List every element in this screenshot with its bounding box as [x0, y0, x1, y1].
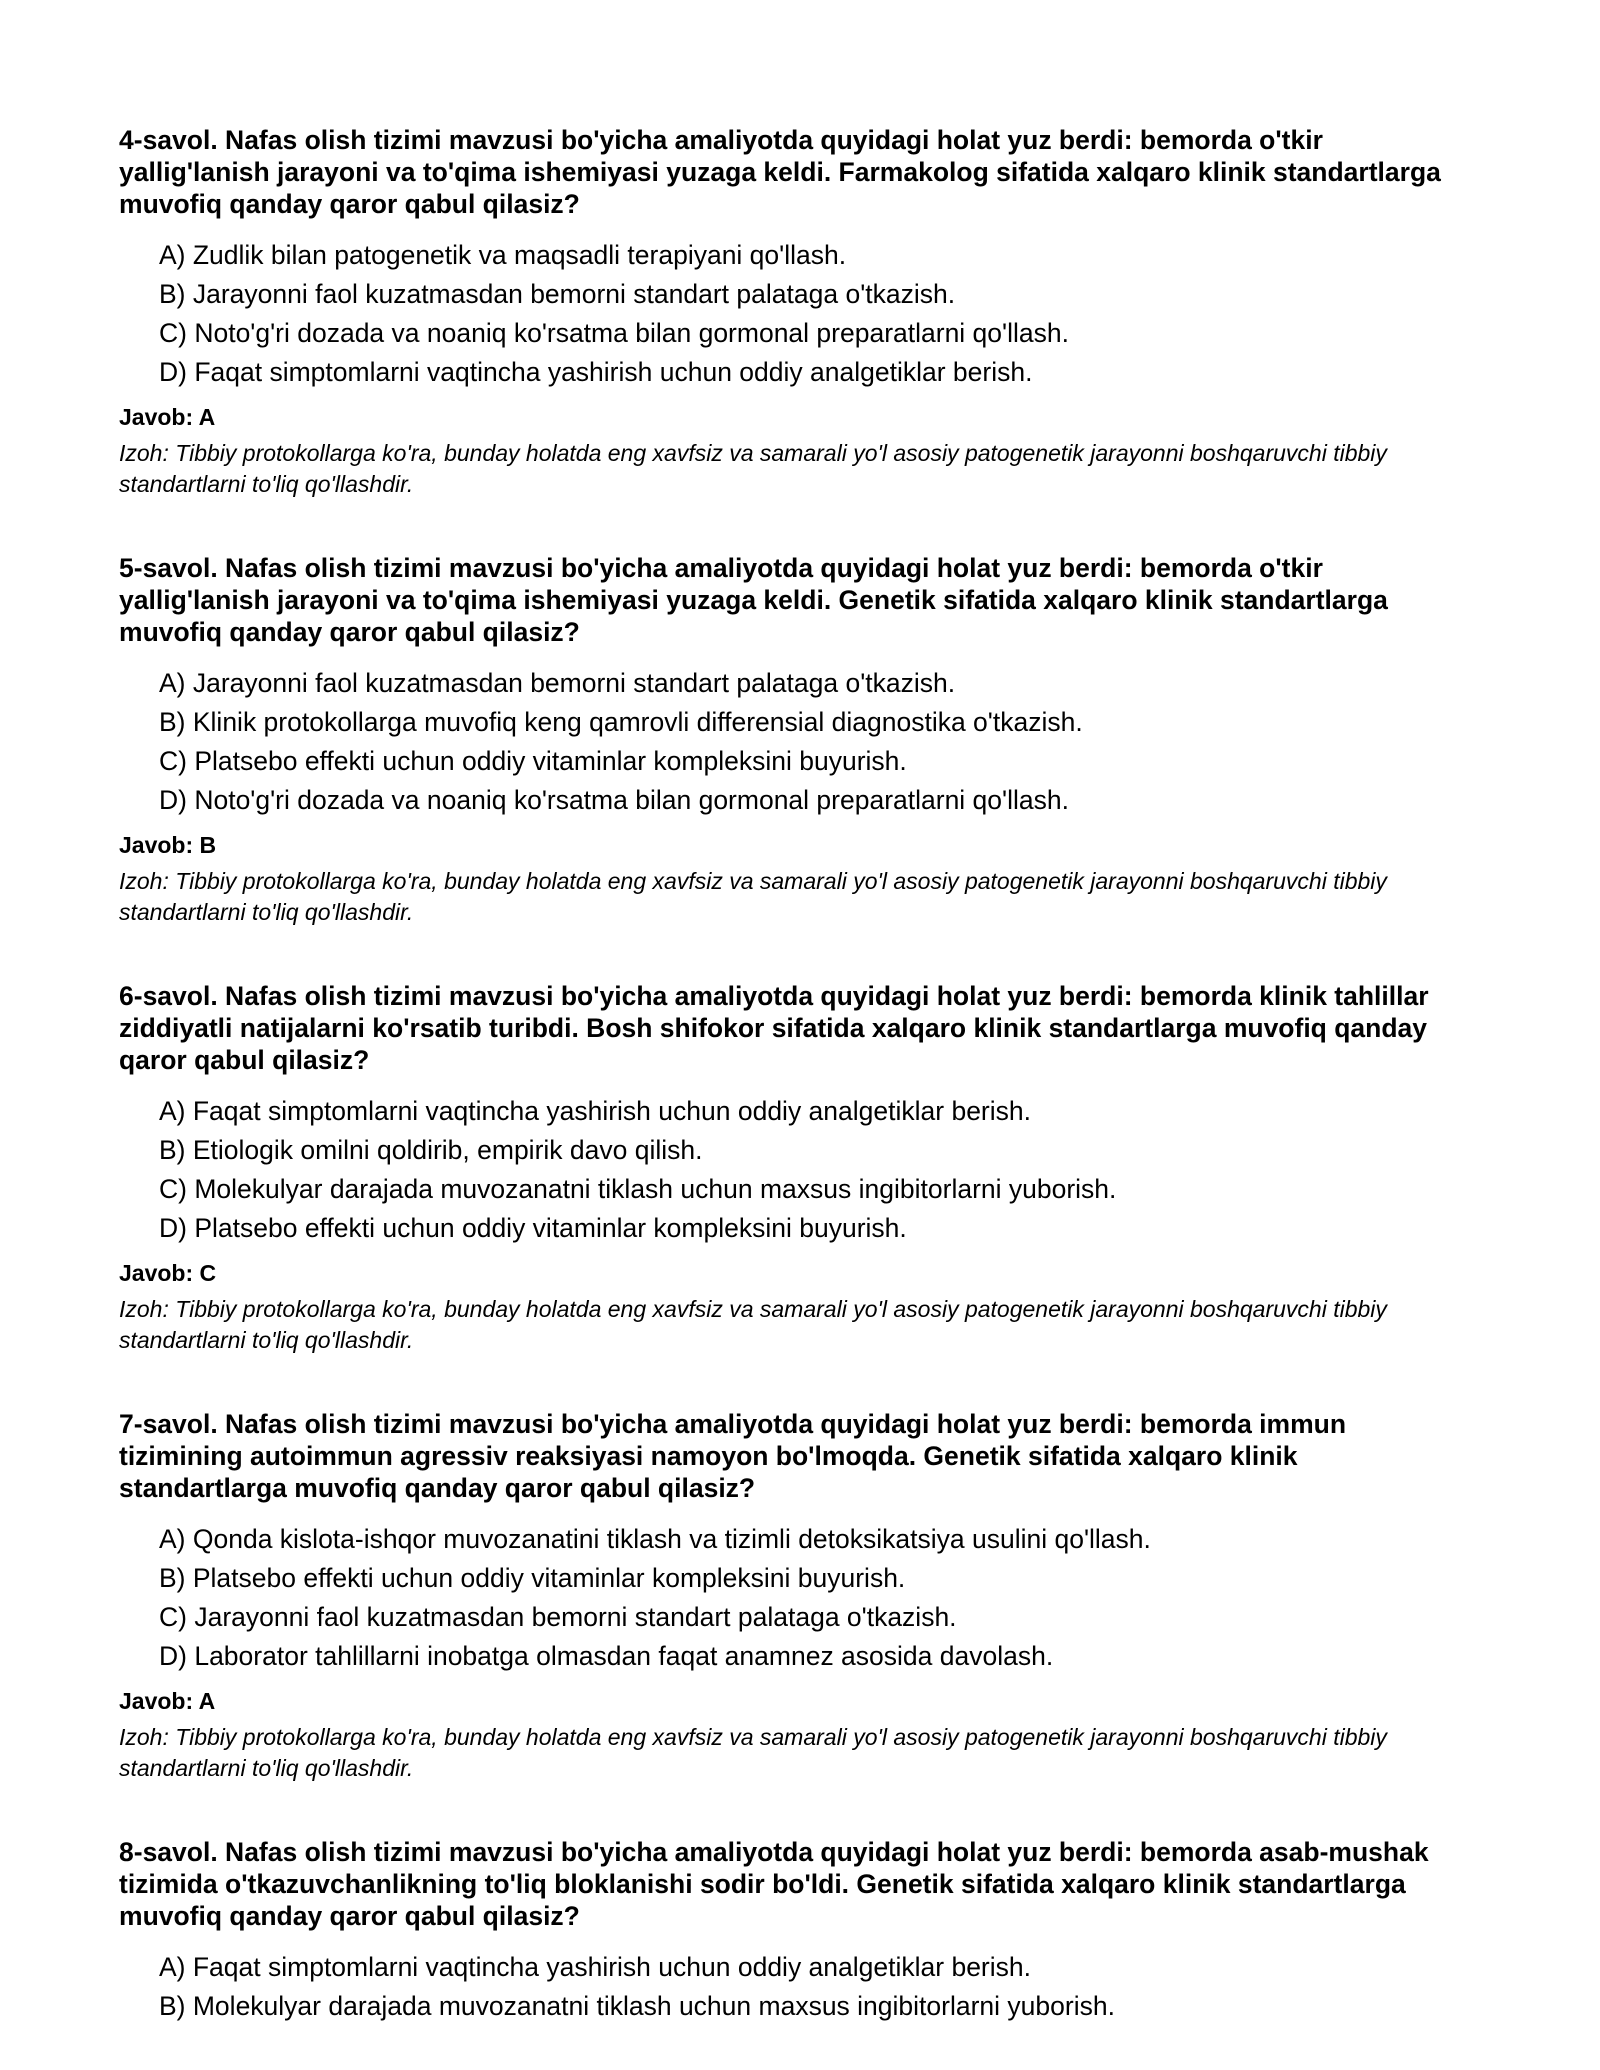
options-list	[119, 1520, 1450, 1676]
option-d: D) Laborator tahlillarni inobatga olmasdan faqat anamnez asosida davolash.	[159, 1641, 1054, 1671]
option-a: A) Jarayonni faol kuzatmasdan bemorni standart palataga o'tkazish.	[159, 668, 956, 698]
option-b: B) Molekulyar darajada muvozanatni tiklash uchun maxsus ingibitorlarni yuborish.	[159, 1991, 1115, 2021]
option-a: A) Faqat simptomlarni vaqtincha yashirish uchun oddiy analgetiklar berish.	[159, 1952, 1031, 1982]
option-a: A) Faqat simptomlarni vaqtincha yashirish uchun oddiy analgetiklar berish.	[159, 1096, 1031, 1126]
explanation-text: Izoh: Tibbiy protokollarga ko'ra, bunday holatda eng xavfsiz va samarali yo'l asosiy patogenetik jarayonni boshqaruvchi tibbiy standartlarni to'liq qo'llashdir.	[119, 440, 1387, 497]
option-d: D) Faqat simptomlarni vaqtincha yashirish uchun oddiy analgetiklar berish.	[159, 357, 1033, 387]
question-block	[119, 1836, 1450, 2026]
question-block	[119, 124, 1450, 500]
question-block	[119, 1408, 1450, 1784]
question-text: 4-savol. Nafas olish tizimi mavzusi bo'yicha amaliyotda quyidagi holat yuz berdi: bemorda o'tkir yallig'lanish jarayoni va to'qima ishemiyasi yuzaga keldi. Farmakolog sifatida xalqaro klinik standartlarga muvofiq qanday qaror qabul qilasiz?	[119, 125, 1441, 219]
option-d: D) Platsebo effekti uchun oddiy vitaminlar kompleksini buyurish.	[159, 1213, 907, 1243]
option-c: C) Noto'g'ri dozada va noaniq ko'rsatma bilan gormonal preparatlarni qo'llash.	[159, 318, 1069, 348]
option-b: B) Etiologik omilni qoldirib, empirik davo qilish.	[159, 1135, 703, 1165]
question-text: 7-savol. Nafas olish tizimi mavzusi bo'yicha amaliyotda quyidagi holat yuz berdi: bemorda immun tizimining autoimmun agressiv reaksiyasi namoyon bo'lmoqda. Genetik sifatida xalqaro klinik standartlarga muvofiq qanday qaror qabul qilasiz?	[119, 1409, 1347, 1503]
options-list	[119, 1948, 1450, 2026]
explanation-text: Izoh: Tibbiy protokollarga ko'ra, bunday holatda eng xavfsiz va samarali yo'l asosiy patogenetik jarayonni boshqaruvchi tibbiy standartlarni to'liq qo'llashdir.	[119, 1724, 1387, 1781]
option-c: C) Molekulyar darajada muvozanatni tiklash uchun maxsus ingibitorlarni yuborish.	[159, 1174, 1117, 1204]
question-block	[119, 552, 1450, 928]
question-block	[119, 980, 1450, 1356]
option-a: A) Zudlik bilan patogenetik va maqsadli terapiyani qo'llash.	[159, 240, 847, 270]
option-c: C) Platsebo effekti uchun oddiy vitaminlar kompleksini buyurish.	[159, 746, 907, 776]
options-list	[119, 664, 1450, 820]
option-b: B) Platsebo effekti uchun oddiy vitaminlar kompleksini buyurish.	[159, 1563, 906, 1593]
question-text: 8-savol. Nafas olish tizimi mavzusi bo'yicha amaliyotda quyidagi holat yuz berdi: bemorda asab-mushak tizimida o'tkazuvchanlikning to'liq bloklanishi sodir bo'ldi. Genetik sifatida xalqaro klinik standartlarga muvofiq qanday qaror qabul qilasiz?	[119, 1837, 1429, 1931]
question-text: 5-savol. Nafas olish tizimi mavzusi bo'yicha amaliyotda quyidagi holat yuz berdi: bemorda o'tkir yallig'lanish jarayoni va to'qima ishemiyasi yuzaga keldi. Genetik sifatida xalqaro klinik standartlarga muvofiq qanday qaror qabul qilasiz?	[119, 553, 1388, 647]
options-list	[119, 1092, 1450, 1248]
answer-label: Javob: C	[119, 1260, 217, 1286]
explanation-text: Izoh: Tibbiy protokollarga ko'ra, bunday holatda eng xavfsiz va samarali yo'l asosiy patogenetik jarayonni boshqaruvchi tibbiy standartlarni to'liq qo'llashdir.	[119, 868, 1387, 925]
option-a: A) Qonda kislota-ishqor muvozanatini tiklash va tizimli detoksikatsiya usulini qo'llash.	[159, 1524, 1151, 1554]
options-list	[119, 236, 1450, 392]
option-d: D) Noto'g'ri dozada va noaniq ko'rsatma bilan gormonal preparatlarni qo'llash.	[159, 785, 1069, 815]
answer-label: Javob: B	[119, 832, 217, 858]
answer-label: Javob: A	[119, 404, 216, 430]
option-b: B) Jarayonni faol kuzatmasdan bemorni standart palataga o'tkazish.	[159, 279, 956, 309]
option-c: C) Jarayonni faol kuzatmasdan bemorni standart palataga o'tkazish.	[159, 1602, 957, 1632]
option-b: B) Klinik protokollarga muvofiq keng qamrovli differensial diagnostika o'tkazish.	[159, 707, 1083, 737]
question-text: 6-savol. Nafas olish tizimi mavzusi bo'yicha amaliyotda quyidagi holat yuz berdi: bemorda klinik tahlillar ziddiyatli natijalarni ko'rsatib turibdi. Bosh shifokor sifatida xalqaro klinik standartlarga muvofiq qanday qaror qabul qilasiz?	[119, 981, 1429, 1075]
explanation-text: Izoh: Tibbiy protokollarga ko'ra, bunday holatda eng xavfsiz va samarali yo'l asosiy patogenetik jarayonni boshqaruvchi tibbiy standartlarni to'liq qo'llashdir.	[119, 1296, 1387, 1353]
answer-label: Javob: A	[119, 1688, 216, 1714]
